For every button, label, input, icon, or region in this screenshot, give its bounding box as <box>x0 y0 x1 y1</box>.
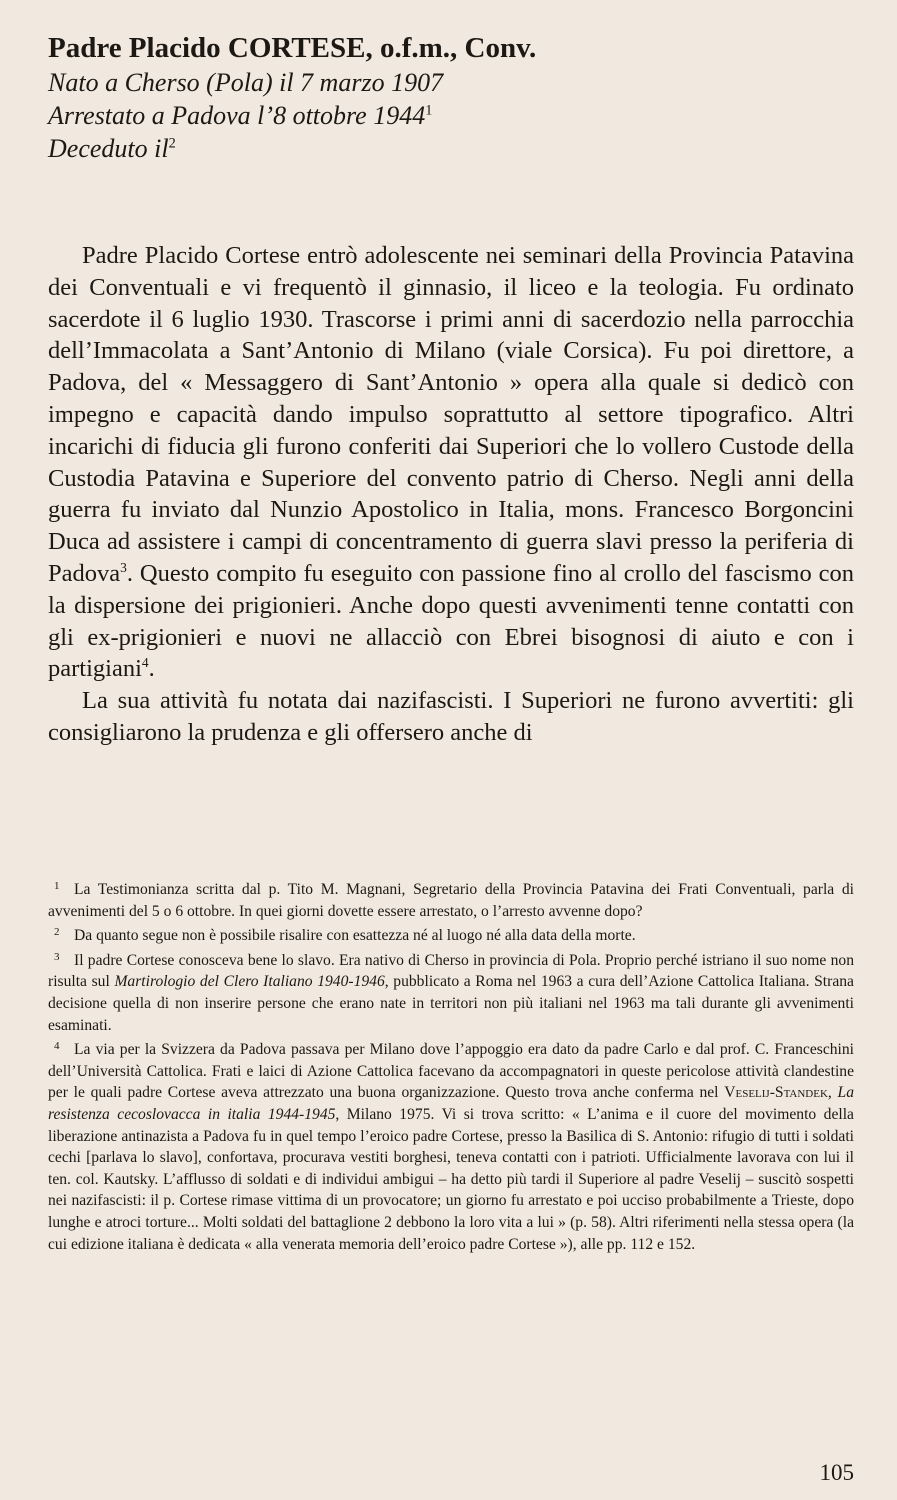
footnote-number: 3 <box>54 950 60 963</box>
footnote-text: , pubblicato a Roma nel 1963 a cura dell’Azione Cattolica Italiana. Strana decisione quella di non inserire persone che erano nate in territori non più italiani nel 1963 ma tali durante gli avvenimenti esaminati. <box>48 973 854 1034</box>
entry-title: Padre Placido CORTESE, o.f.m., Conv. <box>48 32 537 64</box>
footnote-number: 4 <box>54 1040 60 1053</box>
footnote-text: La Testimonianza scritta dal p. Tito M. Magnani, Segretario della Provincia Patavina dei Frati Conventuali, parla di avvenimenti del 5 o 6 ottobre. In quei giorni dovette essere arrestato, o l’arresto avvenne dopo? <box>48 881 854 920</box>
footnotes <box>48 876 854 1255</box>
arrest-text: Arrestato a Padova l’8 ottobre 1944 <box>48 101 426 130</box>
footnote-number: 1 <box>54 880 60 892</box>
footnote-ref-1[interactable]: 1 <box>425 102 433 119</box>
footnote-text: Il padre Cortese conosceva bene lo slavo. Era nativo di Cherso in provincia di Pola. Proprio perché istriano il suo nome non risulta sul <box>48 951 854 991</box>
paragraph-1-part-a: Padre Placido Cortese entrò adolescente nei seminari della Provincia Patavina dei Conventuali e vi frequentò il ginnasio, il liceo e la teologia. Fu ordinato sacerdote il 6 luglio 1930. Trascorse i primi anni di sacerdozio nella parrocchia dell’Immacolata a Sant’Antonio di Milano (viale Corsica). Fu poi direttore, a Padova, del « Messaggero di Sant’Antonio » opera alla quale si dedicò con impegno e capacità dando impulso soprattutto al settore tipografico. Altri incarichi di fiducia gli furono conferiti dai Superiori che lo vollero Custode della Custodia Patavina e Superiore del convento patrio di Cherso. Negli anni della guerra fu inviato dal Nunzio Apostolico in Italia, mons. Francesco Borgoncini Duca ad assistere i campi di concentramento di guerra slavi presso la periferia di Padova <box>48 242 854 587</box>
footnote-ref-3[interactable]: 3 <box>120 559 127 575</box>
paragraph-1-end: . <box>148 655 155 683</box>
page-number: 105 <box>819 1460 854 1485</box>
main-text <box>48 240 854 749</box>
birth-line: Nato a Cherso (Pola) il 7 marzo 1907 <box>48 68 444 97</box>
paragraph-1 <box>48 240 854 685</box>
footnote-3 <box>48 947 854 1036</box>
paragraph-1-part-b: . Questo compito fu eseguito con passione fino al crollo del fascismo con la dispersione dei prigionieri. Anche dopo questi avvenimenti tenne contatti con gli ex-prigionieri e nuovi ne allacciò con Ebrei bisognosi di aiuto e con i partigiani <box>48 559 854 683</box>
footnote-number: 2 <box>54 926 60 939</box>
entry-header <box>48 30 848 165</box>
footnote-text: , Milano 1975. Vi si trova scritto: « L’anima e il cuore del movimento della liberazione antinazista a Padova fu in quel tempo l’eroico padre Cortese, presso la Basilica di S. Antonio: rifugio di tutti i soldati cechi [parlava lo slavo], confortava, procurava vestiti borghesi, teneva contatti con i patrioti. Ufficialmente lavorava con lui il ten. col. Kautsky. L’afflusso di soldati e di individui ambigui – ha detto più tardi il Superiore al padre Veselij – suscitò sospetti nei nazifascisti: il p. Cortese rimase vittima di un provocatore; un giorno fu arrestato e poi ucciso probabilmente a Trieste, dopo lunghe e atroci torture... Molti soldati del battaglione 2 debbono la loro vita a lui » (p. 58). Altri riferimenti nella stessa opera (la cui edizione italiana è dedicata « alla venerata memoria dell’eroico padre Cortese »), alle pp. 112 e 152. <box>48 1105 854 1253</box>
footnote-1 <box>48 876 854 922</box>
footnote-text: Da quanto segue non è possibile risalire con esattezza né al luogo né alla data della morte. <box>74 927 636 945</box>
footnote-4 <box>48 1036 854 1255</box>
footnote-ref-4[interactable]: 4 <box>141 655 149 671</box>
cited-work-title: La resistenza cecoslovacca in italia 1944-1945 <box>48 1084 854 1123</box>
separator: , <box>827 1084 838 1102</box>
footnote-2 <box>48 922 854 947</box>
arrest-line <box>48 99 848 132</box>
paragraph-2: La sua attività fu notata dai nazifascisti. I Superiori ne furono avvertiti: gli consigliarono la prudenza e gli offersero anche di <box>48 687 854 746</box>
death-text: Deceduto il <box>48 134 169 163</box>
cited-author: Veselij-Standek <box>724 1084 828 1102</box>
footnote-text: La via per la Svizzera da Padova passava per Milano dove l’appoggio era dato da padre Carlo e dal prof. C. Franceschini dell’Università Cattolica. Frati e laici di Azione Cattolica facevano da accompagnatori in queste pericolose attività clandestine per le quali padre Cortese aveva attrezzato una buona organizzazione. Questo trova anche conferma nel <box>48 1041 854 1102</box>
death-line <box>48 132 848 165</box>
cited-work-title: Martirologio del Clero Italiano 1940-1946 <box>114 973 385 991</box>
footnote-ref-2[interactable]: 2 <box>168 135 176 152</box>
